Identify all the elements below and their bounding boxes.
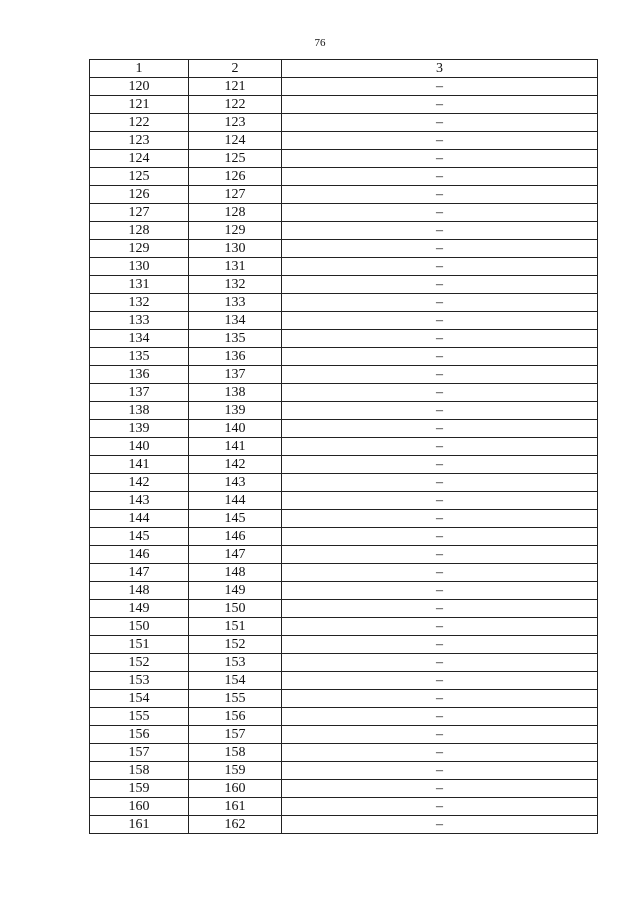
table-row — [90, 438, 598, 456]
table-cell-col-2: 150 — [189, 600, 282, 618]
table-cell-col-2: 145 — [189, 510, 282, 528]
table-cell-col-1: 155 — [90, 708, 189, 726]
table-cell-col-2: 122 — [189, 96, 282, 114]
table-cell-col-3: – — [282, 222, 598, 240]
table-cell-col-3: – — [282, 474, 598, 492]
table-row — [90, 528, 598, 546]
table-cell-col-2: 142 — [189, 456, 282, 474]
table-cell-col-2: 121 — [189, 78, 282, 96]
table-cell-col-1: 142 — [90, 474, 189, 492]
table-row — [90, 420, 598, 438]
table-row — [90, 168, 598, 186]
table-row — [90, 222, 598, 240]
table-row — [90, 258, 598, 276]
table-cell-col-1: 140 — [90, 438, 189, 456]
table-row — [90, 132, 598, 150]
table-cell-col-2: 143 — [189, 474, 282, 492]
table-cell-col-1: 138 — [90, 402, 189, 420]
table-cell-col-2: 156 — [189, 708, 282, 726]
table-row — [90, 240, 598, 258]
table-cell-col-3: – — [282, 312, 598, 330]
table-cell-col-1: 126 — [90, 186, 189, 204]
table-cell-col-3: – — [282, 618, 598, 636]
table-cell-col-3: – — [282, 726, 598, 744]
table-row — [90, 708, 598, 726]
table-cell-col-3: – — [282, 744, 598, 762]
table-cell-col-3: – — [282, 384, 598, 402]
table-cell-col-3: – — [282, 132, 598, 150]
header-row — [90, 60, 598, 78]
table-cell-col-2: 151 — [189, 618, 282, 636]
table-row — [90, 546, 598, 564]
table-cell-col-3: – — [282, 546, 598, 564]
table-cell-col-3: – — [282, 366, 598, 384]
table-row — [90, 582, 598, 600]
table-cell-col-2: 161 — [189, 798, 282, 816]
table-cell-col-2: 148 — [189, 564, 282, 582]
table-cell-col-3: – — [282, 780, 598, 798]
table-cell-col-3: – — [282, 240, 598, 258]
table-cell-col-1: 127 — [90, 204, 189, 222]
table-cell-col-1: 147 — [90, 564, 189, 582]
table-body — [90, 78, 598, 834]
table-row — [90, 114, 598, 132]
table-row — [90, 294, 598, 312]
table-cell-col-1: 141 — [90, 456, 189, 474]
table-cell-col-3: – — [282, 114, 598, 132]
table-cell-col-3: – — [282, 762, 598, 780]
table-cell-col-1: 146 — [90, 546, 189, 564]
table-row — [90, 96, 598, 114]
table-cell-col-1: 151 — [90, 636, 189, 654]
table-cell-col-1: 159 — [90, 780, 189, 798]
table-cell-col-1: 149 — [90, 600, 189, 618]
table-cell-col-2: 154 — [189, 672, 282, 690]
table-row — [90, 150, 598, 168]
table-cell-col-2: 135 — [189, 330, 282, 348]
table-row — [90, 474, 598, 492]
table-row — [90, 312, 598, 330]
table-row — [90, 348, 598, 366]
table-cell-col-1: 143 — [90, 492, 189, 510]
table-cell-col-1: 157 — [90, 744, 189, 762]
table-cell-col-3: – — [282, 690, 598, 708]
table-cell-col-2: 138 — [189, 384, 282, 402]
table-cell-col-2: 153 — [189, 654, 282, 672]
table-row — [90, 690, 598, 708]
table-cell-col-2: 125 — [189, 150, 282, 168]
table-cell-col-2: 123 — [189, 114, 282, 132]
table-cell-col-2: 157 — [189, 726, 282, 744]
table-cell-col-2: 136 — [189, 348, 282, 366]
page-number: 76 — [314, 37, 326, 49]
table-cell-col-1: 153 — [90, 672, 189, 690]
table-cell-col-2: 133 — [189, 294, 282, 312]
table-cell-col-3: – — [282, 204, 598, 222]
table-cell-col-2: 137 — [189, 366, 282, 384]
table-cell-col-1: 132 — [90, 294, 189, 312]
table-cell-col-3: – — [282, 654, 598, 672]
table-cell-col-1: 150 — [90, 618, 189, 636]
table-row — [90, 762, 598, 780]
table-row — [90, 618, 598, 636]
table-cell-col-2: 159 — [189, 762, 282, 780]
table-cell-col-1: 134 — [90, 330, 189, 348]
table-cell-col-3: – — [282, 456, 598, 474]
table-cell-col-3: – — [282, 564, 598, 582]
table-cell-col-2: 139 — [189, 402, 282, 420]
table-cell-col-2: 158 — [189, 744, 282, 762]
table-cell-col-3: – — [282, 96, 598, 114]
table-row — [90, 384, 598, 402]
table-cell-col-1: 136 — [90, 366, 189, 384]
table-cell-col-1: 122 — [90, 114, 189, 132]
table-cell-col-1: 137 — [90, 384, 189, 402]
table-row — [90, 798, 598, 816]
table-cell-col-2: 155 — [189, 690, 282, 708]
table-row — [90, 600, 598, 618]
table-cell-col-1: 158 — [90, 762, 189, 780]
table-cell-col-3: – — [282, 492, 598, 510]
table-cell-col-3: – — [282, 258, 598, 276]
table-cell-col-1: 128 — [90, 222, 189, 240]
table-cell-col-3: – — [282, 438, 598, 456]
table-row — [90, 204, 598, 222]
table-row — [90, 672, 598, 690]
table-cell-col-1: 121 — [90, 96, 189, 114]
table-row — [90, 186, 598, 204]
table-cell-col-3: – — [282, 420, 598, 438]
table-cell-col-1: 131 — [90, 276, 189, 294]
table-cell-col-1: 130 — [90, 258, 189, 276]
column-header-2: 2 — [189, 60, 282, 78]
table-cell-col-2: 126 — [189, 168, 282, 186]
table-row — [90, 564, 598, 582]
table-cell-col-3: – — [282, 168, 598, 186]
column-header-3: 3 — [282, 60, 598, 78]
table-cell-col-3: – — [282, 672, 598, 690]
table-cell-col-3: – — [282, 78, 598, 96]
table-cell-col-2: 141 — [189, 438, 282, 456]
table-row — [90, 780, 598, 798]
table-cell-col-1: 139 — [90, 420, 189, 438]
table-cell-col-2: 146 — [189, 528, 282, 546]
table-cell-col-2: 132 — [189, 276, 282, 294]
table-cell-col-3: – — [282, 402, 598, 420]
table-cell-col-1: 161 — [90, 816, 189, 834]
table-cell-col-3: – — [282, 816, 598, 834]
table-cell-col-3: – — [282, 708, 598, 726]
table-cell-col-1: 156 — [90, 726, 189, 744]
table-cell-col-1: 145 — [90, 528, 189, 546]
table-cell-col-2: 129 — [189, 222, 282, 240]
table-row — [90, 744, 598, 762]
table-row — [90, 456, 598, 474]
table-cell-col-2: 128 — [189, 204, 282, 222]
column-header-1: 1 — [90, 60, 189, 78]
table-row — [90, 510, 598, 528]
table-cell-col-2: 162 — [189, 816, 282, 834]
table-cell-col-2: 152 — [189, 636, 282, 654]
table-cell-col-3: – — [282, 510, 598, 528]
table-cell-col-3: – — [282, 636, 598, 654]
table-cell-col-3: – — [282, 276, 598, 294]
table-row — [90, 78, 598, 96]
table-row — [90, 654, 598, 672]
table-cell-col-2: 149 — [189, 582, 282, 600]
table-cell-col-2: 160 — [189, 780, 282, 798]
table-row — [90, 402, 598, 420]
table-cell-col-2: 144 — [189, 492, 282, 510]
table-cell-col-3: – — [282, 600, 598, 618]
table-cell-col-3: – — [282, 330, 598, 348]
table-cell-col-1: 135 — [90, 348, 189, 366]
table-cell-col-3: – — [282, 528, 598, 546]
table-cell-col-3: – — [282, 294, 598, 312]
table-cell-col-1: 124 — [90, 150, 189, 168]
table-row — [90, 816, 598, 834]
table-row — [90, 726, 598, 744]
table-cell-col-1: 125 — [90, 168, 189, 186]
table-row — [90, 366, 598, 384]
table-cell-col-3: – — [282, 186, 598, 204]
table-cell-col-1: 160 — [90, 798, 189, 816]
table-cell-col-3: – — [282, 582, 598, 600]
table-cell-col-2: 140 — [189, 420, 282, 438]
table-cell-col-2: 127 — [189, 186, 282, 204]
data-table — [89, 59, 598, 834]
table-cell-col-1: 120 — [90, 78, 189, 96]
table-row — [90, 276, 598, 294]
table-cell-col-1: 144 — [90, 510, 189, 528]
table-cell-col-2: 147 — [189, 546, 282, 564]
table-cell-col-3: – — [282, 348, 598, 366]
table-cell-col-1: 154 — [90, 690, 189, 708]
table-cell-col-3: – — [282, 798, 598, 816]
table-row — [90, 492, 598, 510]
table-cell-col-2: 131 — [189, 258, 282, 276]
table-row — [90, 330, 598, 348]
table-cell-col-1: 123 — [90, 132, 189, 150]
table-cell-col-2: 130 — [189, 240, 282, 258]
table-cell-col-2: 134 — [189, 312, 282, 330]
table-cell-col-1: 152 — [90, 654, 189, 672]
table-row — [90, 636, 598, 654]
table-cell-col-1: 148 — [90, 582, 189, 600]
table-cell-col-1: 129 — [90, 240, 189, 258]
table-cell-col-2: 124 — [189, 132, 282, 150]
table-cell-col-3: – — [282, 150, 598, 168]
table-cell-col-1: 133 — [90, 312, 189, 330]
